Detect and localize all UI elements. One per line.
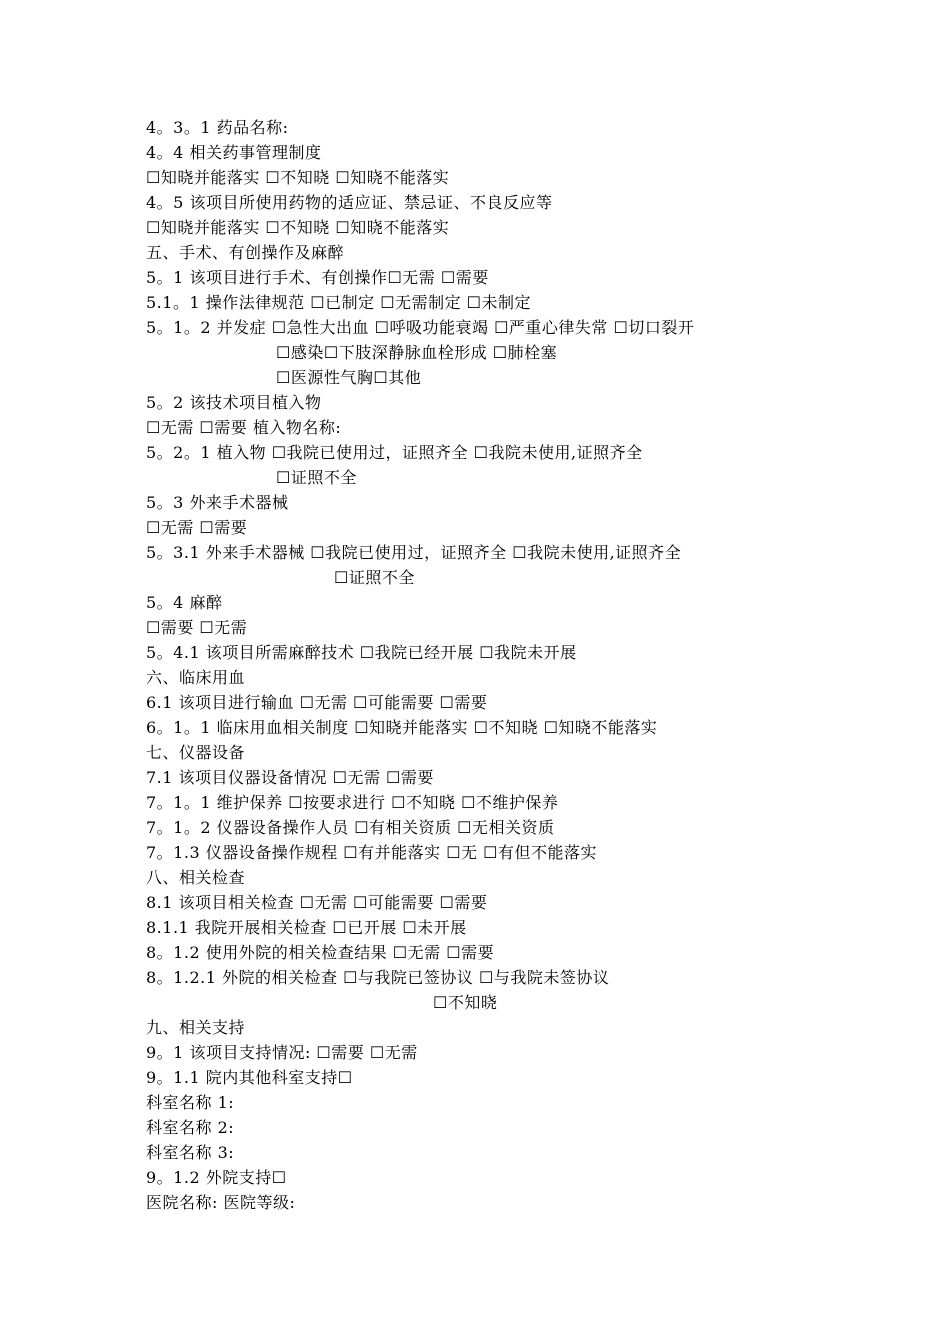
item-8-1-2-1: 8。1.2.1 外院的相关检查 ☐与我院已签协议 ☐与我院未签协议 [146,968,610,987]
item-5-1-2: 5。1。2 并发症 ☐急性大出血 ☐呼吸功能衰竭 ☐严重心律失常 ☐切口裂开 [146,318,695,337]
item-8-1-2-1-cont: ☐不知晓 [433,993,498,1012]
item-7-1-2: 7。1。2 仪器设备操作人员 ☐有相关资质 ☐无相关资质 [146,818,555,837]
section-8-heading: 八、相关检查 [146,868,246,887]
department-name-2: 科室名称 2: [146,1118,235,1137]
item-5-2-1-cont: ☐证照不全 [276,468,357,487]
item-5-1-2-cont-1: ☐感染☐下肢深静脉血栓形成 ☐肺栓塞 [276,343,558,362]
item-9-1-1: 9。1.1 院内其他科室支持☐ [146,1068,353,1087]
section-9-heading: 九、相关支持 [146,1018,246,1037]
item-4-4-heading: 4。4 相关药事管理制度 [146,143,322,162]
section-5-heading: 五、手术、有创操作及麻醉 [146,243,345,262]
item-5-1-2-cont-2: ☐医源性气胸☐其他 [276,368,422,387]
item-5-2-heading: 5。2 该技术项目植入物 [146,393,322,412]
item-7-1: 7.1 该项目仪器设备情况 ☐无需 ☐需要 [146,768,434,787]
item-4-5-heading: 4。5 该项目所使用药物的适应证、禁忌证、不良反应等 [146,193,553,212]
item-5-4-options: ☐需要 ☐无需 [146,618,248,637]
section-6-heading: 六、临床用血 [146,668,246,687]
item-5-3-options: ☐无需 ☐需要 [146,518,248,537]
item-4-4-options: ☐知晓并能落实 ☐不知晓 ☐知晓不能落实 [146,168,450,187]
section-7-heading: 七、仪器设备 [146,743,246,762]
department-name-1: 科室名称 1: [146,1093,235,1112]
item-8-1-2: 8。1.2 使用外院的相关检查结果 ☐无需 ☐需要 [146,943,495,962]
item-5-3-1-cont: ☐证照不全 [334,568,415,587]
department-name-3: 科室名称 3: [146,1143,235,1162]
item-5-3-heading: 5。3 外来手术器械 [146,493,289,512]
item-5-1: 5。1 该项目进行手术、有创操作☐无需 ☐需要 [146,268,489,287]
item-6-1: 6.1 该项目进行输血 ☐无需 ☐可能需要 ☐需要 [146,693,488,712]
item-5-4-1: 5。4.1 该项目所需麻醉技术 ☐我院已经开展 ☐我院未开展 [146,643,577,662]
item-4-3-1-drug-name: 4。3。1 药品名称: [146,118,289,137]
item-7-1-3: 7。1.3 仪器设备操作规程 ☐有并能落实 ☐无 ☐有但不能落实 [146,843,598,862]
item-5-4-heading: 5。4 麻醉 [146,593,223,612]
item-6-1-1: 6。1。1 临床用血相关制度 ☐知晓并能落实 ☐不知晓 ☐知晓不能落实 [146,718,658,737]
item-5-2-1: 5。2。1 植入物 ☐我院已使用过，证照齐全 ☐我院未使用,证照齐全 [146,443,643,462]
item-5-1-1: 5.1。1 操作法律规范 ☐已制定 ☐无需制定 ☐未制定 [146,293,532,312]
item-4-5-options: ☐知晓并能落实 ☐不知晓 ☐知晓不能落实 [146,218,450,237]
item-7-1-1: 7。1。1 维护保养 ☐按要求进行 ☐不知晓 ☐不维护保养 [146,793,559,812]
item-8-1-1: 8.1.1 我院开展相关检查 ☐已开展 ☐未开展 [146,918,467,937]
item-5-2-options: ☐无需 ☐需要 植入物名称: [146,418,342,437]
item-8-1: 8.1 该项目相关检查 ☐无需 ☐可能需要 ☐需要 [146,893,488,912]
item-9-1: 9。1 该项目支持情况: ☐需要 ☐无需 [146,1043,418,1062]
item-5-3-1: 5。3.1 外来手术器械 ☐我院已使用过，证照齐全 ☐我院未使用,证照齐全 [146,543,682,562]
hospital-name-level: 医院名称: 医院等级: [146,1193,296,1212]
item-9-1-2: 9。1.2 外院支持☐ [146,1168,287,1187]
